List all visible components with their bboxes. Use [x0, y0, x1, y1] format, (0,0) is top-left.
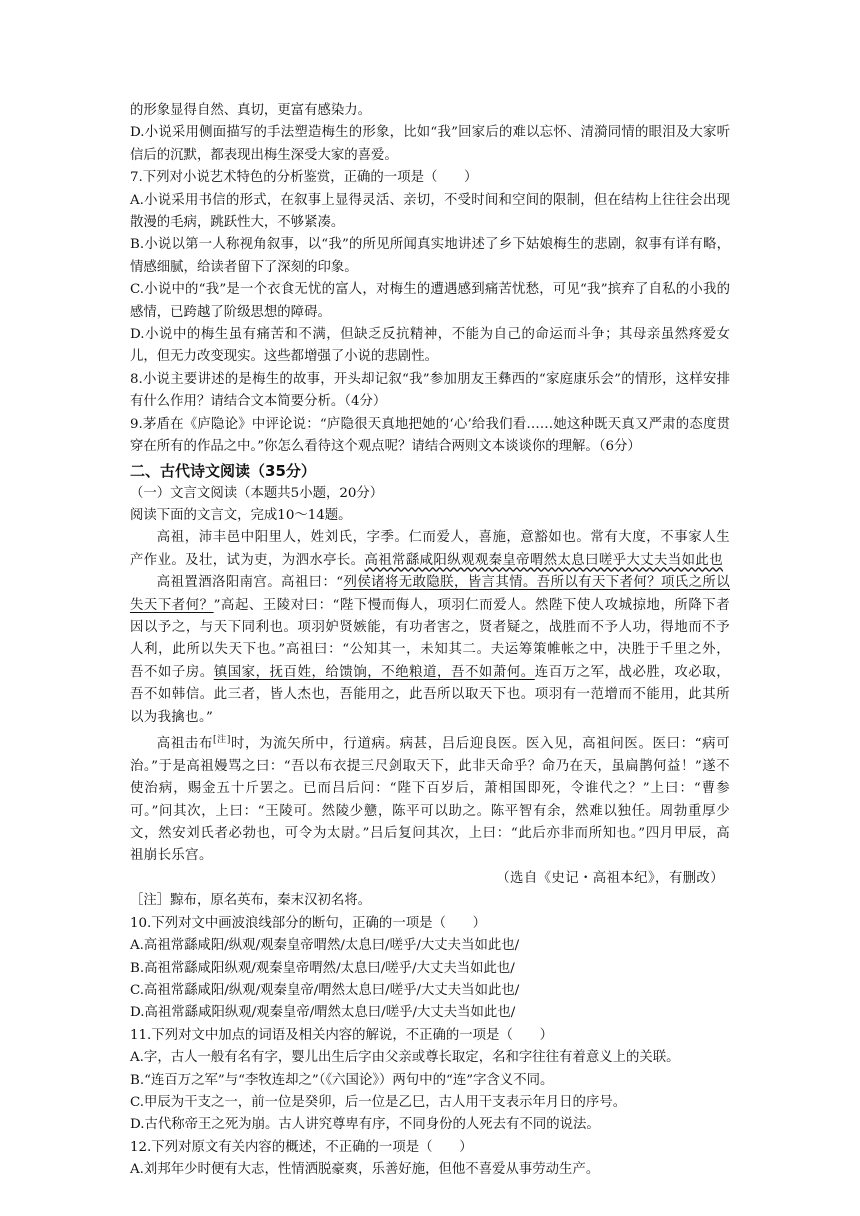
question-12: 12.下列对原文有关内容的概述，不正确的一项是（ ） [130, 1139, 473, 1155]
passage-paragraph-1 [130, 527, 730, 572]
underlined-sentence-1: 列侯诸将无敢隐朕，皆言其情。吾所以有天下者何？项氏之所以失天下者何？ [130, 575, 730, 613]
underlined-sentence-2: 镇国家，抚百姓，给馈饷，不绝粮道，吾不如萧何。 [213, 664, 535, 680]
section-2-heading: 二、古代诗文阅读（35分） [130, 461, 316, 480]
q11-option-d: D.古代称帝王之死为崩。古人讲究尊卑有序，不同身份的人死去有不同的说法。 [130, 1117, 600, 1133]
exam-page [130, 100, 730, 1182]
q12-option-a: A.刘邦年少时便有大志，性情洒脱豪爽，乐善好施，但他不喜爱从事劳动生产。 [130, 1162, 600, 1178]
question-8: 8.小说主要讲述的是梅生的故事，开头却记叙“我”参加朋友王彝西的“家庭康乐会”的情形，这样安排有什么作用？请结合文本简要分析。（4分） [130, 371, 730, 410]
passage-p2-text-2: ”高起、王陵对曰：“陛下慢而侮人，项羽仁而爱人。然陛下使人攻城掠地，所降下者因以予之，与天下同利也。项羽妒贤嫉能，有功者害之，贤者疑之，战胜而不予人功，得地而不予人利，此所以失天下也。”高祖曰：“公知其一，未知其二。夫运筹策帷帐之中，决胜于千里之外，吾不如子房。 [130, 597, 730, 680]
question-10: 10.下列对文中画波浪线部分的断句，正确的一项是（ ） [130, 915, 487, 931]
q7-option-d: D.小说中的梅生虽有痛苦和不满，但缺乏反抗精神，不能为自己的命运而斗争；其母亲虽然疼爱女儿，但无力改变现实。这些都增强了小说的悲剧性。 [130, 327, 730, 365]
passage-p3-text-2: 时，为流矢所中，行道病。病甚，吕后迎良医。医入见，高祖问医。医曰：“病可治。”于是高祖嫚骂之曰：“吾以布衣提三尺剑取天下，此非天命乎？命乃在天，虽扁鹊何益！”遂不使治病，赐金五十斤罢之。已而吕后问：“陛下百岁后，萧相国即死，令谁代之？”上曰：“曹参可。”问其次，上曰：“王陵可。然陵少戆，陈平可以助之。陈平智有余，然难以独任。周勃重厚少文，然安刘氏者必勃也，可令为太尉。”吕后复问其次，上曰：“此后亦非而所知也。”四月甲辰，高祖崩长乐宫。 [130, 736, 730, 864]
q7-option-c: C.小说中的“我”是一个衣食无忧的富人，对梅生的遭遇感到痛苦忧愁，可见“我”摈弃了自私的小我的感情，已跨越了阶级思想的障碍。 [130, 282, 730, 320]
q11-option-b: B.“连百万之军”与“李牧连却之”（《六国论》）两句中的“连”字含义不同。 [130, 1072, 554, 1088]
passage-paragraph-2 [130, 572, 730, 729]
wavy-underlined-sentence: 高祖常繇咸阳纵观观秦皇帝喟然太息曰嗟乎大丈夫当如此也 [364, 552, 724, 568]
passage-footnote: ［注］黥布，原名英布，秦末汉初名将。 [130, 893, 372, 909]
continued-option-text: 的形象显得自然、真切，更富有感染力。 [130, 103, 372, 118]
q7-option-b: B.小说以第一人称视角叙事，以“我”的所见所闻真实地讲述了乡下姑娘梅生的悲剧，叙事有详有略，情感细腻，给读者留下了深刻的印象。 [130, 237, 730, 275]
q7-option-a: A.小说采用书信的形式，在叙事上显得灵活、亲切，不受时间和空间的限制，但在结构上往往会出现散漫的毛病，跳跃性大，不够紧凑。 [130, 192, 730, 231]
subsection-1-heading: （一）文言文阅读（本题共5小题，20分） [130, 485, 384, 501]
q11-option-c: C.甲辰为干支之一，前一位是癸卯，后一位是乙巳，古人用干支表示年月日的序号。 [130, 1094, 627, 1110]
reading-instruction: 阅读下面的文言文，完成10～14题。 [130, 507, 352, 523]
q11-option-a: A.字，古人一般有名有字，婴儿出生后字由父亲或尊长取定，名和字往往有着意义上的关联。 [130, 1050, 680, 1066]
q10-option-a: A.高祖常繇咸阳/纵观/观秦皇帝喟然/太息曰/嗟乎/大丈夫当如此也/ [130, 938, 520, 954]
passage-source: （选自《史记・高祖本纪》，有删改） [496, 870, 724, 886]
passage-paragraph-3 [130, 729, 730, 868]
q10-option-b: B.高祖常繇咸阳纵观/观秦皇帝喟然/太息曰/嗟乎/大丈夫当如此也/ [130, 960, 515, 976]
q6-option-d: D.小说采用侧面描写的手法塑造梅生的形象，比如“我”回家后的难以忘怀、清漪同情的眼泪及大家听信后的沉默，都表现出梅生深受大家的喜爱。 [130, 125, 730, 163]
passage-p2-text-3: 连百万之军，战必胜，攻必取，吾不如韩信。此三者，皆人杰也，吾能用之，此吾所以取天下也。项羽有一范增而不能用，此其所以为我擒也。” [130, 664, 730, 725]
question-11: 11.下列对文中加点的词语及相关内容的解说，不正确的一项是（ ） [130, 1027, 554, 1043]
q10-option-d: D.高祖常繇咸阳纵观/观秦皇帝/喟然太息曰/嗟乎/大丈夫当如此也/ [130, 1005, 516, 1021]
q10-option-c: C.高祖常繇咸阳/纵观/观秦皇帝/喟然太息曰/嗟乎/大丈夫当如此也/ [130, 982, 520, 998]
question-9: 9.茅盾在《庐隐论》中评论说：“庐隐很天真地把她的‘心’给我们看……她这种既天真又严肃的态度贯穿在所有的作品之中。”你怎么看待这个观点呢？请结合两则文本谈谈你的理解。（6分） [130, 416, 730, 455]
passage-p3-text-1: 高祖击布 [156, 736, 213, 752]
passage-p2-text-1: 高祖置酒洛阳南宫。高祖曰：“ [156, 575, 344, 591]
footnote-marker: [注] [213, 734, 231, 745]
question-7: 7.下列对小说艺术特色的分析鉴赏，正确的一项是（ ） [130, 170, 478, 186]
passage-p1-text: 高祖，沛丰邑中阳里人，姓刘氏，字季。仁而爱人，喜施，意豁如也。常有大度，不事家人生产作业。及壮，试为吏，为泗水亭长。 [130, 530, 730, 568]
